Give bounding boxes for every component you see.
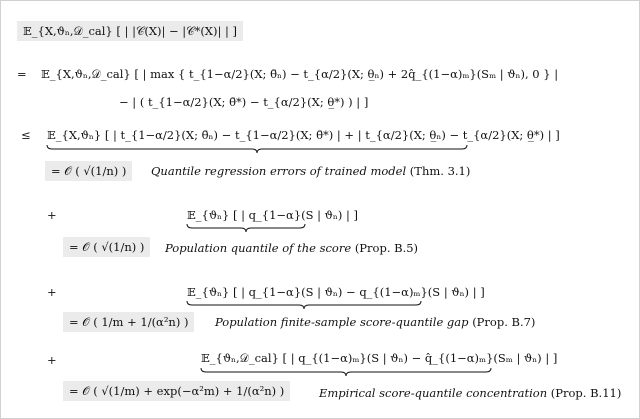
term1-annotation [151, 164, 470, 178]
term1-ref: (Thm. 3.1) [409, 164, 471, 178]
term1-underbrace [47, 144, 467, 154]
term3-ref: (Prop. B.7) [472, 315, 536, 329]
term1-note: Quantile regression errors of trained model [151, 164, 407, 178]
step1-line1: 𝔼_{X,ϑₙ,𝒟_cal} [ | max { t_{1−α/2}(X; θ̄ₙ) − t_{α/2}(X; θ̲ₙ) + 2q̂_{(1−α)ₘ}(Sₘ | ϑₙ), 0 } | [41, 67, 559, 81]
term3-expression: 𝔼_{ϑₙ} [ | q_{1−α}(S | ϑₙ) − q_{(1−α)ₘ}(S | ϑₙ) | ] [187, 285, 485, 299]
term2-ref: (Prop. B.5) [354, 241, 419, 255]
term2-note: Population quantile of the score [165, 241, 352, 255]
plus-sign-1: + [47, 208, 57, 222]
equals-sign: = [17, 67, 27, 81]
term2-rate: = 𝒪 ( √(1/n) ) [63, 237, 150, 257]
term2-annotation [165, 241, 418, 255]
term4-ref: (Prop. B.11) [550, 386, 622, 400]
term3-note: Population finite-sample score-quantile gap [215, 315, 469, 329]
term3-annotation [215, 315, 535, 329]
lhs-expression: 𝔼_{X,ϑₙ,𝒟_cal} [ | |𝒞(X)| − |𝒞*(X)| | ] [17, 21, 243, 41]
term3-underbrace [187, 300, 421, 310]
step1-line2: − | ( t_{1−α/2}(X; θ̄*) − t_{α/2}(X; θ̲*) ) | ] [119, 95, 369, 109]
term4-annotation [319, 386, 621, 400]
plus-sign-3: + [47, 353, 57, 367]
term4-note: Empirical score-quantile concentration [319, 386, 548, 400]
term4-rate: = 𝒪 ( √(1/m) + exp(−α²m) + 1/(α²n) ) [63, 381, 290, 401]
leq-sign: ≤ [21, 128, 31, 142]
term4-underbrace [201, 367, 491, 377]
term1-rate: = 𝒪 ( √(1/n) ) [45, 161, 132, 181]
term2-expression: 𝔼_{ϑₙ} [ | q_{1−α}(S | ϑₙ) | ] [187, 208, 359, 222]
term4-expression: 𝔼_{ϑₙ,𝒟_cal} [ | q_{(1−α)ₘ}(S | ϑₙ) − q̂_{(1−α)ₘ}(Sₘ | ϑₙ) | ] [201, 351, 558, 365]
term2-underbrace [187, 223, 305, 233]
term3-rate: = 𝒪 ( 1/m + 1/(α²n) ) [63, 312, 194, 332]
plus-sign-2: + [47, 285, 57, 299]
term1-expression: 𝔼_{X,ϑₙ} [ | t_{1−α/2}(X; θ̄ₙ) − t_{1−α/2}(X; θ̄*) | + | t_{α/2}(X; θ̲ₙ) − t_{α/2}(X; θ̲*) | ] [47, 128, 560, 142]
